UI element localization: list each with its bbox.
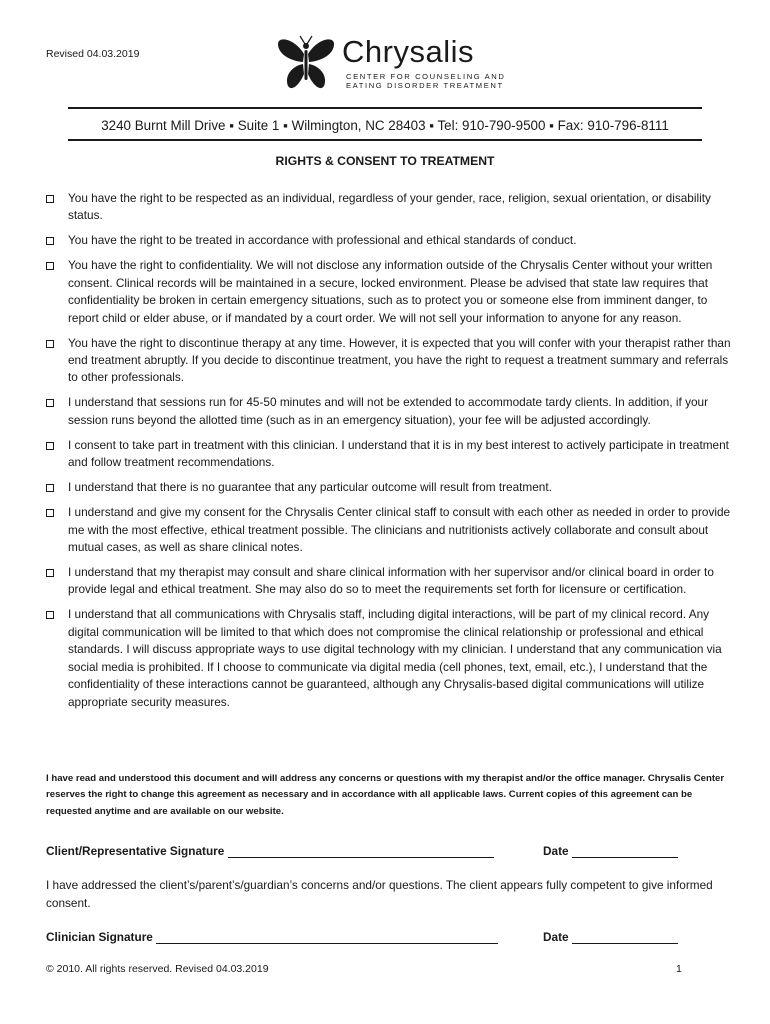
clinician-signature-field[interactable] bbox=[156, 930, 498, 944]
page-number: 1 bbox=[676, 963, 682, 975]
checkbox[interactable] bbox=[46, 399, 54, 407]
consent-item-text: I understand that all communications with Chrysalis staff, including digital interactions, will be part of my clinical record. Any digital communication will be limited to that which does not compromise the clinical relationship or professional and ethical standards. I will discuss appropriate ways to use digital technology with my clinician. I understand that any communication via social media is prohibited. If I choose to communicate via digital media (cell phones, text, email, etc.), I understand that the confidentiality of these interactions cannot be guaranteed, although any Chrysalis-based digital communications will utilize appropriate security measures. bbox=[68, 607, 722, 709]
consent-item bbox=[46, 564, 736, 599]
clinician-date-label: Date bbox=[543, 930, 569, 944]
logo-tagline-line2: EATING DISORDER TREATMENT bbox=[346, 81, 504, 91]
client-signature-label: Client/Representative Signature bbox=[46, 844, 225, 858]
consent-item-text: I consent to take part in treatment with this clinician. I understand that it is in my best interest to actively participate in treatment and follow treatment recommendations. bbox=[68, 437, 729, 470]
consent-item bbox=[46, 335, 736, 387]
consent-item bbox=[46, 257, 736, 327]
header-rule-bottom bbox=[68, 139, 702, 141]
consent-item-text: You have the right to discontinue therapy at any time. However, it is expected that you will confer with your therapist rather than end treatment abruptly. If you decide to discontinue treatment, you have the right to request a treatment summary and referrals to other professionals. bbox=[68, 335, 731, 385]
consent-item-text: You have the right to be respected as an individual, regardless of your gender, race, religion, sexual orientation, or disability status. bbox=[68, 191, 711, 223]
checkbox[interactable] bbox=[46, 484, 54, 492]
consent-item-text: You have the right to confidentiality. We will not disclose any information outside of the Chrysalis Center without your written consent. Clinical records will be maintained in a secure, locked environment. Please be advised that state law requires that confidentiality be broken in certain emergency situations, such as to protect you or someone else from imminent danger, to report child or elder abuse, or if mandated by a court order. We will not sell your information to anyone for any reason. bbox=[68, 258, 713, 325]
clinician-date-field[interactable] bbox=[572, 930, 678, 944]
checkbox[interactable] bbox=[46, 340, 54, 348]
chrysalis-logo bbox=[276, 34, 506, 92]
consent-item bbox=[46, 190, 736, 225]
checkbox[interactable] bbox=[46, 442, 54, 450]
checkbox[interactable] bbox=[46, 509, 54, 517]
logo-tagline-line1: CENTER FOR COUNSELING AND bbox=[346, 72, 506, 81]
revised-note: Revised 04.03.2019 bbox=[46, 48, 140, 60]
consent-item bbox=[46, 504, 736, 556]
consent-item-text: You have the right to be treated in accordance with professional and ethical standards of conduct. bbox=[68, 233, 577, 248]
consent-item bbox=[46, 437, 736, 472]
consent-item bbox=[46, 232, 736, 249]
consent-item-text: I understand that there is no guarantee that any particular outcome will result from treatment. bbox=[68, 480, 552, 495]
client-signature-row bbox=[46, 844, 736, 858]
clinician-statement: I have addressed the client’s/parent’s/guardian’s concerns and/or questions. The client appears fully competent to give informed consent. bbox=[46, 878, 713, 910]
footer-copyright: © 2010. All rights reserved. Revised 04.03.2019 bbox=[46, 963, 269, 975]
checkbox[interactable] bbox=[46, 611, 54, 619]
logo-name: Chrysalis bbox=[342, 34, 474, 69]
consent-item-text: I understand that my therapist may consult and share clinical information with her supervisor and/or clinical board in order to provide legal and ethical treatment. She may also do so to meet the requirements set forth for licensure or certification. bbox=[68, 565, 714, 597]
document-title: RIGHTS & CONSENT TO TREATMENT bbox=[275, 154, 495, 168]
consent-item bbox=[46, 479, 736, 496]
client-date-field[interactable] bbox=[572, 844, 678, 858]
clinician-date-group bbox=[543, 930, 678, 944]
consent-item bbox=[46, 394, 736, 429]
butterfly-icon bbox=[276, 34, 336, 92]
checkbox[interactable] bbox=[46, 195, 54, 203]
client-date-group bbox=[543, 844, 678, 858]
checkbox[interactable] bbox=[46, 262, 54, 270]
clinician-signature-label: Clinician Signature bbox=[46, 930, 153, 944]
clinician-signature-row bbox=[46, 930, 736, 944]
logo-tagline bbox=[346, 72, 505, 91]
consent-list bbox=[46, 190, 736, 719]
client-date-label: Date bbox=[543, 844, 569, 858]
checkbox[interactable] bbox=[46, 569, 54, 577]
checkbox[interactable] bbox=[46, 237, 54, 245]
address-line: 3240 Burnt Mill Drive ▪ Suite 1 ▪ Wilmington, NC 28403 ▪ Tel: 910-790-9500 ▪ Fax: 910-796-8111 bbox=[101, 118, 669, 133]
consent-item-text: I understand that sessions run for 45-50 minutes and will not be extended to accommodate tardy clients. In addition, if your session runs beyond the allotted time (such as in an emergency situation), your fee will be adjusted accordingly. bbox=[68, 395, 709, 427]
client-signature-field[interactable] bbox=[228, 844, 494, 858]
consent-item bbox=[46, 606, 736, 710]
header-rule-top bbox=[68, 107, 702, 109]
acknowledgement-text: I have read and understood this document and will address any concerns or questions with my therapist and/or the office manager. Chrysalis Center reserves the right to change this agreement as necessary and in accordance with all applicable laws. Current copies of this agreement can be requested anytime and are available on our website. bbox=[46, 773, 725, 817]
consent-item-text: I understand and give my consent for the Chrysalis Center clinical staff to consult with each other as needed in order to provide me with the most effective, ethical treatment possible. The clinicians and nutritionists actively collaborate and consult about mutual cases, as well as share clinical notes. bbox=[68, 505, 731, 555]
